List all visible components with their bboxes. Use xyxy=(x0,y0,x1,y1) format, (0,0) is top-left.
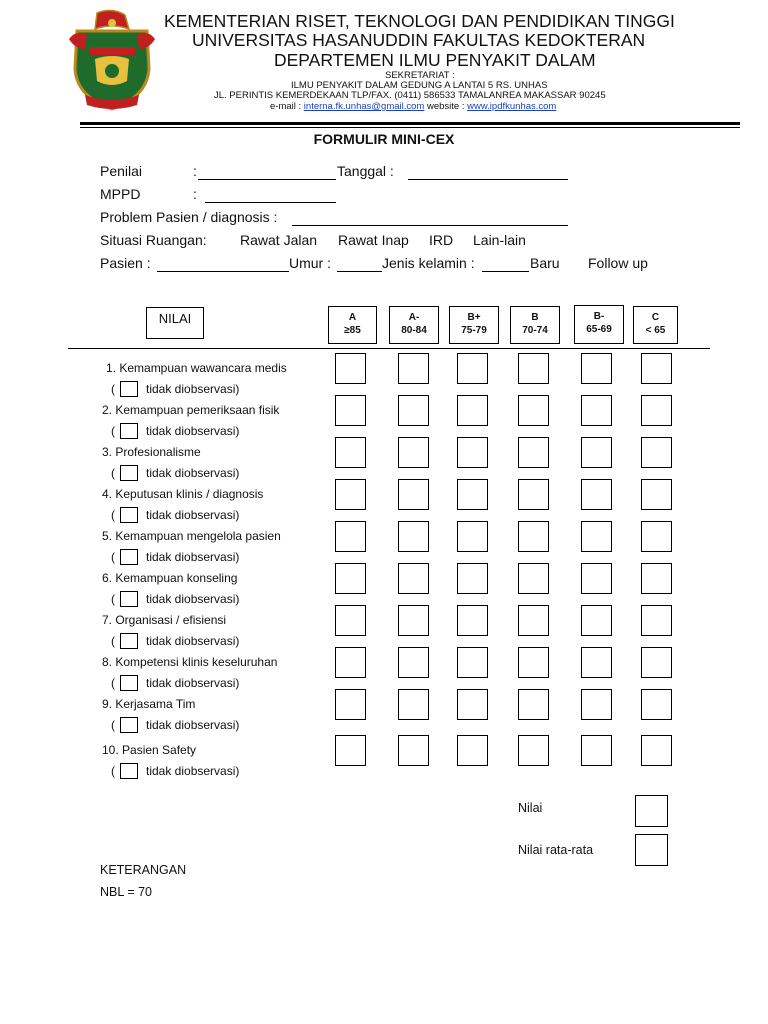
not-observed-paren: ( xyxy=(111,764,115,778)
jenis-kelamin-label: Jenis kelamin : xyxy=(382,255,475,271)
grade-checkbox[interactable] xyxy=(457,395,488,426)
not-observed-label: tidak diobservasi) xyxy=(146,676,240,690)
tanggal-field[interactable] xyxy=(408,163,568,180)
not-observed-checkbox[interactable] xyxy=(120,717,138,733)
criterion-label: 6. Kemampuan konseling xyxy=(102,571,238,585)
grade-checkbox[interactable] xyxy=(335,479,366,510)
grade-checkbox[interactable] xyxy=(398,563,429,594)
umur-field[interactable] xyxy=(337,255,382,272)
grade-checkbox[interactable] xyxy=(398,437,429,468)
grade-checkbox[interactable] xyxy=(641,689,672,720)
not-observed-label: tidak diobservasi) xyxy=(146,718,240,732)
grade-checkbox[interactable] xyxy=(581,647,612,678)
header-university: UNIVERSITAS HASANUDDIN FAKULTAS KEDOKTERAN xyxy=(192,30,646,50)
nilai-rata-box[interactable] xyxy=(635,834,668,866)
grade-checkbox[interactable] xyxy=(641,395,672,426)
grade-checkbox[interactable] xyxy=(581,437,612,468)
penilai-label: Penilai xyxy=(100,163,143,179)
grade-checkbox[interactable] xyxy=(641,353,672,384)
grade-checkbox[interactable] xyxy=(398,689,429,720)
not-observed-paren: ( xyxy=(111,466,115,480)
grade-checkbox[interactable] xyxy=(398,735,429,766)
not-observed-label: tidak diobservasi) xyxy=(146,634,240,648)
email-link[interactable]: interna.fk.unhas@gmail.com xyxy=(303,101,425,112)
grade-checkbox[interactable] xyxy=(581,605,612,636)
grade-checkbox[interactable] xyxy=(457,521,488,552)
grade-header-b-minus xyxy=(574,305,624,344)
grade-checkbox[interactable] xyxy=(335,735,366,766)
grade-checkbox[interactable] xyxy=(398,647,429,678)
grade-checkbox[interactable] xyxy=(641,735,672,766)
nilai-header: NILAI xyxy=(146,307,204,339)
header-department: DEPARTEMEN ILMU PENYAKIT DALAM xyxy=(274,50,596,70)
grade-checkbox[interactable] xyxy=(518,395,549,426)
form-title: FORMULIR MINI-CEX xyxy=(313,131,455,147)
grade-checkbox[interactable] xyxy=(335,395,366,426)
grade-checkbox[interactable] xyxy=(581,735,612,766)
option-rawat-inap[interactable]: Rawat Inap xyxy=(338,232,409,248)
grade-range: < 65 xyxy=(645,325,666,336)
grade-checkbox[interactable] xyxy=(581,395,612,426)
nilai-box[interactable] xyxy=(635,795,668,827)
grade-checkbox[interactable] xyxy=(335,437,366,468)
problem-field[interactable] xyxy=(292,209,568,226)
not-observed-label: tidak diobservasi) xyxy=(146,508,240,522)
not-observed-paren: ( xyxy=(111,508,115,522)
not-observed-paren: ( xyxy=(111,382,115,396)
grade-letter: B+ xyxy=(467,312,481,323)
grade-checkbox[interactable] xyxy=(398,605,429,636)
grade-letter: A xyxy=(348,312,357,323)
website-link[interactable]: www.ipdfkunhas.com xyxy=(467,101,557,112)
not-observed-label: tidak diobservasi) xyxy=(146,382,240,396)
pasien-label: Pasien : xyxy=(100,255,151,271)
grade-checkbox[interactable] xyxy=(335,353,366,384)
not-observed-checkbox[interactable] xyxy=(120,675,138,691)
grade-checkbox[interactable] xyxy=(581,521,612,552)
grade-checkbox[interactable] xyxy=(581,479,612,510)
tanggal-label: Tanggal : xyxy=(337,163,394,179)
grade-checkbox[interactable] xyxy=(398,353,429,384)
penilai-colon: : xyxy=(193,163,197,179)
header-contact xyxy=(270,101,556,112)
penilai-field[interactable] xyxy=(198,163,336,180)
criterion-label: 5. Kemampuan mengelola pasien xyxy=(102,529,281,543)
grade-checkbox[interactable] xyxy=(518,735,549,766)
not-observed-label: tidak diobservasi) xyxy=(146,550,240,564)
header-address2: JL. PERINTIS KEMERDEKAAN TLP/FAX. (0411) 586533 TAMALANREA MAKASSAR 90245 xyxy=(214,90,606,101)
grade-checkbox[interactable] xyxy=(581,563,612,594)
grade-checkbox[interactable] xyxy=(335,605,366,636)
grade-letter: A- xyxy=(408,312,420,323)
grade-checkbox[interactable] xyxy=(335,563,366,594)
header-sekretariat: SEKRETARIAT : xyxy=(385,70,455,81)
not-observed-paren: ( xyxy=(111,424,115,438)
criterion-label: 1. Kemampuan wawancara medis xyxy=(106,361,287,375)
umur-label: Umur : xyxy=(289,255,331,271)
grade-checkbox[interactable] xyxy=(335,521,366,552)
grade-checkbox[interactable] xyxy=(457,605,488,636)
grade-checkbox[interactable] xyxy=(457,437,488,468)
not-observed-checkbox[interactable] xyxy=(120,549,138,565)
not-observed-checkbox[interactable] xyxy=(120,381,138,397)
grade-checkbox[interactable] xyxy=(518,563,549,594)
grade-range: 70-74 xyxy=(522,325,548,336)
grade-checkbox[interactable] xyxy=(457,647,488,678)
grade-checkbox[interactable] xyxy=(641,605,672,636)
grade-checkbox[interactable] xyxy=(641,437,672,468)
grade-range: 80-84 xyxy=(401,325,427,336)
grade-range: 65-69 xyxy=(586,324,612,335)
grade-letter: C xyxy=(651,312,660,323)
website-label: website : xyxy=(426,101,465,112)
not-observed-label: tidak diobservasi) xyxy=(146,466,240,480)
grade-checkbox[interactable] xyxy=(335,647,366,678)
header-rule-thick xyxy=(80,122,740,125)
criterion-label: 8. Kompetensi klinis keseluruhan xyxy=(102,655,278,669)
option-follow-up[interactable]: Follow up xyxy=(588,255,648,271)
criterion-label: 4. Keputusan klinis / diagnosis xyxy=(102,487,264,501)
not-observed-paren: ( xyxy=(111,634,115,648)
grade-checkbox[interactable] xyxy=(641,479,672,510)
not-observed-paren: ( xyxy=(111,718,115,732)
not-observed-checkbox[interactable] xyxy=(120,507,138,523)
criterion-label: 2. Kemampuan pemeriksaan fisik xyxy=(102,403,280,417)
grade-header-c xyxy=(633,306,678,344)
grade-letter: B xyxy=(531,312,539,323)
grade-checkbox[interactable] xyxy=(457,735,488,766)
grade-checkbox[interactable] xyxy=(641,647,672,678)
grade-header-a-minus xyxy=(389,306,439,344)
pasien-field[interactable] xyxy=(157,255,289,272)
grade-checkbox[interactable] xyxy=(518,689,549,720)
not-observed-label: tidak diobservasi) xyxy=(146,424,240,438)
option-lain-lain[interactable]: Lain-lain xyxy=(473,232,526,248)
not-observed-label: tidak diobservasi) xyxy=(146,764,240,778)
grade-checkbox[interactable] xyxy=(581,689,612,720)
grade-checkbox[interactable] xyxy=(335,689,366,720)
option-baru[interactable]: Baru xyxy=(530,255,560,271)
nbl-note: NBL = 70 xyxy=(100,885,153,899)
not-observed-paren: ( xyxy=(111,592,115,606)
option-ird[interactable]: IRD xyxy=(429,232,454,248)
not-observed-paren: ( xyxy=(111,676,115,690)
grade-checkbox[interactable] xyxy=(641,521,672,552)
not-observed-checkbox[interactable] xyxy=(120,633,138,649)
criterion-label: 9. Kerjasama Tim xyxy=(102,697,196,711)
grade-checkbox[interactable] xyxy=(581,353,612,384)
grade-header-b xyxy=(510,306,560,344)
header-ministry: KEMENTERIAN RISET, TEKNOLOGI DAN PENDIDIKAN TINGGI xyxy=(164,11,675,31)
not-observed-checkbox[interactable] xyxy=(120,591,138,607)
grade-checkbox[interactable] xyxy=(457,479,488,510)
criterion-label: 7. Organisasi / efisiensi xyxy=(102,613,227,627)
grade-range: 75-79 xyxy=(461,325,487,336)
grade-checkbox[interactable] xyxy=(641,563,672,594)
grade-checkbox[interactable] xyxy=(518,353,549,384)
not-observed-label: tidak diobservasi) xyxy=(146,592,240,606)
grade-range: ≥85 xyxy=(344,325,361,336)
criterion-label: 3. Profesionalisme xyxy=(102,445,201,459)
grade-header-b-plus xyxy=(449,306,499,344)
mppd-field[interactable] xyxy=(205,186,336,203)
mppd-label: MPPD xyxy=(100,186,141,202)
jenis-kelamin-field[interactable] xyxy=(482,255,529,272)
grade-checkbox[interactable] xyxy=(518,647,549,678)
criterion-label: 10. Pasien Safety xyxy=(102,743,197,757)
grade-checkbox[interactable] xyxy=(518,521,549,552)
keterangan-heading: KETERANGAN xyxy=(100,863,187,877)
header-rule-thin xyxy=(80,127,740,128)
university-logo xyxy=(67,9,157,113)
nilai-label: Nilai xyxy=(518,801,543,815)
grade-checkbox[interactable] xyxy=(457,689,488,720)
grade-checkbox[interactable] xyxy=(398,479,429,510)
grade-checkbox[interactable] xyxy=(457,353,488,384)
header-address1: ILMU PENYAKIT DALAM GEDUNG A LANTAI 5 RS. UNHAS xyxy=(291,80,548,91)
grade-checkbox[interactable] xyxy=(398,395,429,426)
not-observed-checkbox[interactable] xyxy=(120,423,138,439)
email-label: e-mail : xyxy=(270,101,302,112)
not-observed-checkbox[interactable] xyxy=(120,465,138,481)
mppd-colon: : xyxy=(193,186,197,202)
situasi-label: Situasi Ruangan: xyxy=(100,232,207,248)
table-separator xyxy=(68,348,710,349)
grade-checkbox[interactable] xyxy=(518,437,549,468)
grade-header-a xyxy=(328,306,377,344)
grade-checkbox[interactable] xyxy=(398,521,429,552)
grade-checkbox[interactable] xyxy=(457,563,488,594)
option-rawat-jalan[interactable]: Rawat Jalan xyxy=(240,232,318,248)
not-observed-paren: ( xyxy=(111,550,115,564)
not-observed-checkbox[interactable] xyxy=(120,763,138,779)
nilai-rata-label: Nilai rata-rata xyxy=(518,843,594,857)
grade-checkbox[interactable] xyxy=(518,479,549,510)
grade-checkbox[interactable] xyxy=(518,605,549,636)
problem-label: Problem Pasien / diagnosis : xyxy=(100,209,278,225)
grade-letter: B- xyxy=(593,311,605,322)
